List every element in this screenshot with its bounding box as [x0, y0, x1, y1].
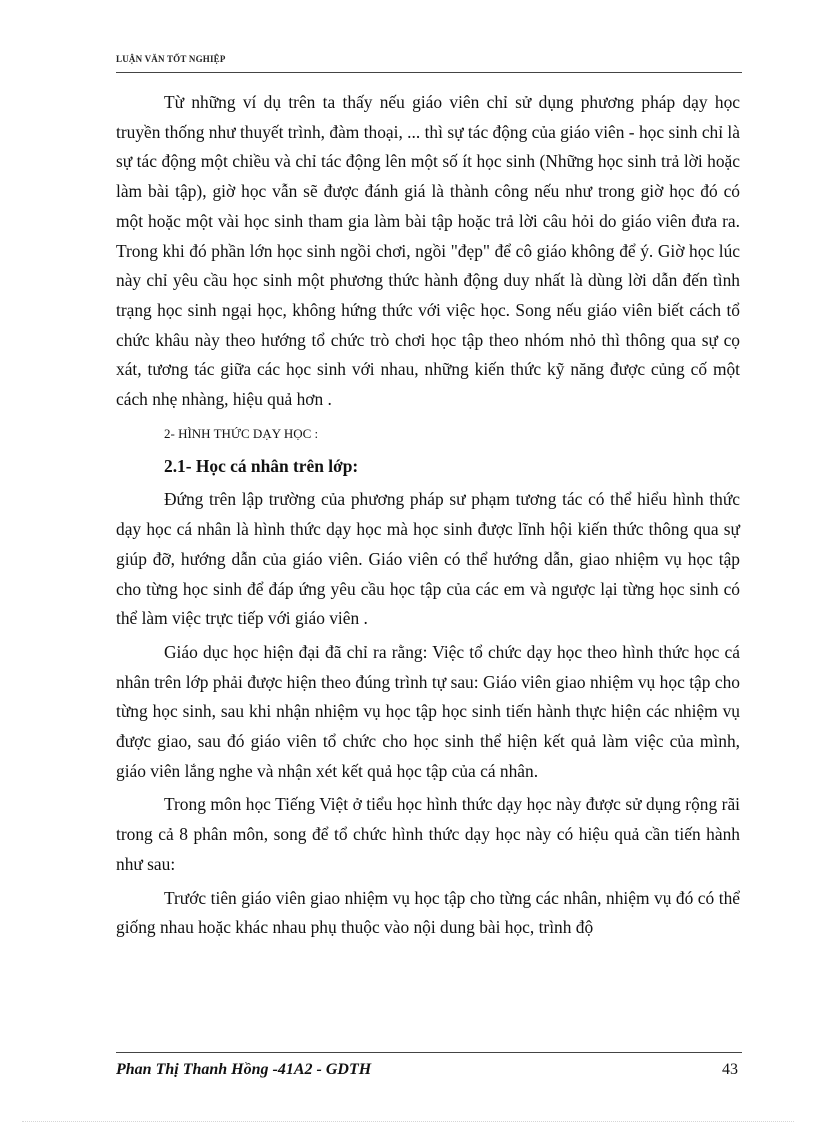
paragraph: Trước tiên giáo viên giao nhiệm vụ học tập cho từng các nhân, nhiệm vụ đó có thể giống nhau hoặc khác nhau phụ thuộc vào nội dung bài học, trình độ [116, 887, 740, 938]
page-edge-dotted-line [22, 1121, 794, 1122]
page-header [116, 52, 742, 73]
paragraph: Giáo dục học hiện đại đã chỉ ra rằng: Việc tổ chức dạy học theo hình thức học cá nhân trên lớp phải được hiện theo đúng trình tự sau: Giáo viên giao nhiệm vụ học tập cho từng học sinh, sau khi nhận nhiệm vụ học tập học sinh tiến hành thực hiện các nhiệm vụ được giao, sau đó giáo viên tổ chức cho học sinh thể hiện kết quả làm việc của mình, giáo viên lắng nghe và nhận xét kết quả học tập của cá nhân. [116, 641, 740, 781]
footer-divider [116, 1052, 742, 1053]
header-title: LUẬN VĂN TỐT NGHIỆP [116, 54, 226, 64]
paragraph: Trong môn học Tiếng Việt ở tiểu học hình thức dạy học này được sử dụng rộng rãi trong cả 8 phân môn, song để tổ chức hình thức dạy học này có hiệu quả cần tiến hành như sau: [116, 794, 740, 874]
page-number: 43 [722, 1061, 738, 1078]
footer-author: Phan Thị Thanh Hồng -41A2 - GDTH [116, 1061, 372, 1078]
section-heading: 2- HÌNH THỨC DẠY HỌC : [164, 425, 319, 441]
paragraph: Từ những ví dụ trên ta thấy nếu giáo viên chỉ sử dụng phương pháp dạy học truyền thống như thuyết trình, đàm thoại, ... thì sự tác động của giáo viên - học sinh chỉ là sự tác động một chiều và chỉ tác động lên một số ít học sinh (Những học sinh trả lời hoặc làm bài tập), giờ học vẫn sẽ được đánh giá là thành công nếu như trong giờ học đó có một hoặc một vài học sinh tham gia làm bài tập hoặc trả lời câu hỏi do giáo viên đưa ra. Trong khi đó phần lớn học sinh ngồi chơi, ngồi "đẹp" để cô giáo không để ý. Giờ học lúc này chỉ yêu cầu học sinh một phương thức hành động duy nhất là dùng lời dẫn đến tình trạng học sinh ngại học, không hứng thức với việc học. Song nếu giáo viên biết cách tổ chức khâu này theo hướng tổ chức trò chơi học tập theo nhóm nhỏ thì thông qua sự cọ xát, tương tác giữa các học sinh với nhau, những kiến thức kỹ năng được củng cố một cách nhẹ nhàng, hiệu quả hơn . [116, 92, 740, 410]
page-footer [116, 1052, 742, 1079]
subsection-heading: 2.1- Học cá nhân trên lớp: [164, 455, 359, 476]
header-divider [116, 72, 742, 73]
document-body [116, 88, 740, 943]
paragraph: Đứng trên lập trường của phương pháp sư phạm tương tác có thể hiểu hình thức dạy học cá nhân là hình thức dạy học mà học sinh được lĩnh hội kiến thức thông qua sự giúp đỡ, hướng dẫn của giáo viên. Giáo viên có thể hướng dẫn, giao nhiệm vụ học tập cho từng học sinh để đáp ứng yêu cầu học tập của các em và ngược lại từng học sinh có thể làm việc trực tiếp với giáo viên . [116, 489, 740, 629]
